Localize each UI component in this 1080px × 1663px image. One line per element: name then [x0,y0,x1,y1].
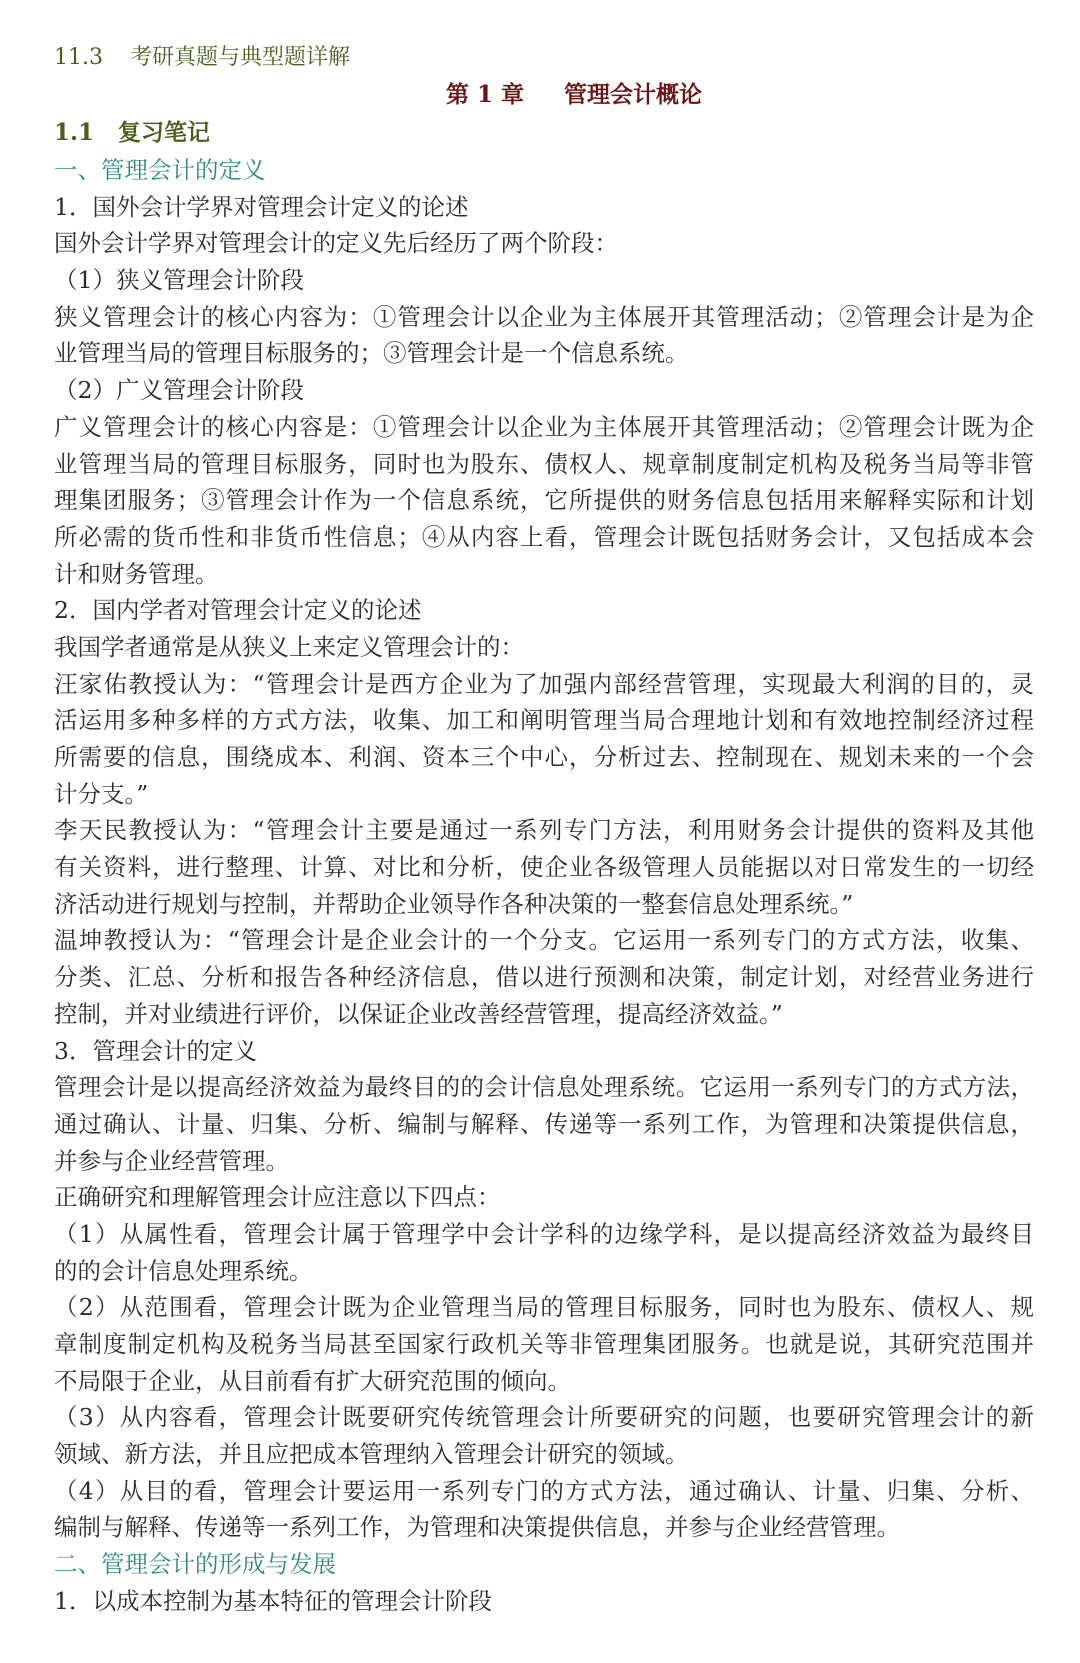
text-line: 狭义管理会计的核心内容为：①管理会计以企业为主体展开其管理活动；②管理会计是为企 [54,302,1034,331]
text-line: 活运用多种多样的方式方法，收集、加工和阐明管理当局合理地计划和有效地控制经济过程 [54,706,1034,735]
section-number: 1.1 [54,119,95,146]
sub-heading: 一、管理会计的定义 [54,156,266,184]
chapter-number: 第 1 章 [445,81,525,108]
body-text [54,152,1034,1620]
text-line: 编制与解释、传递等一系列工作，为管理和决策提供信息，并参与企业经营管理。 [54,1513,900,1542]
chapter-title [54,76,1034,114]
text-line: 业管理当局的管理目标服务，同时也为股东、债权人、规章制度制定机构及税务当局等非管 [54,449,1034,478]
text-line: （2）从范围看，管理会计既为企业管理当局的管理目标服务，同时也为股东、债权人、规 [54,1293,1034,1322]
text-line: 1．以成本控制为基本特征的管理会计阶段 [54,1586,492,1615]
text-line: 国外会计学界对管理会计的定义先后经历了两个阶段： [54,229,618,258]
text-line: 并参与企业经营管理。 [54,1146,289,1175]
text-line: 3．管理会计的定义 [54,1036,257,1065]
text-line: 分类、汇总、分析和报告各种经济信息，借以进行预测和决策，制定计划，对经营业务进行 [54,963,1034,992]
text-line: 所需要的信息，围绕成本、利润、资本三个中心，分析过去、控制现在、规划未来的一个会 [54,743,1034,771]
text-line: 控制，并对业绩进行评价，以保证企业改善经营管理，提高经济效益。” [54,999,783,1028]
text-line: （4）从目的看，管理会计要运用一系列专门的方式方法，通过确认、计量、归集、分析、 [54,1476,1034,1505]
document-page [54,40,1034,1620]
text-line: 李天民教授认为：“管理会计主要是通过一系列专门方法，利用财务会计提供的资料及其他 [54,816,1034,845]
top-heading-number: 11.3 [54,45,103,70]
text-line: 我国学者通常是从狭义上来定义管理会计的： [54,632,524,661]
text-line: 理集团服务；③管理会计作为一个信息系统，它所提供的财务信息包括用来解释实际和计划 [54,486,1034,515]
text-line: 正确研究和理解管理会计应注意以下四点： [54,1183,501,1212]
text-line: 温坤教授认为：“管理会计是企业会计的一个分支。它运用一系列专门的方式方法，收集、 [54,926,1034,955]
text-line: 管理会计是以提高经济效益为最终目的的会计信息处理系统。它运用一系列专门的方式方法， [54,1073,1034,1102]
text-line: 业管理当局的管理目标服务的；③管理会计是一个信息系统。 [54,339,689,368]
section-heading [54,114,1034,152]
sub-heading: 二、管理会计的形成与发展 [54,1550,336,1579]
top-heading-text: 考研真题与典型题详解 [130,45,351,70]
top-heading [54,40,1034,76]
text-line: 计分支。” [54,779,149,808]
text-line: 章制度制定机构及税务当局甚至国家行政机关等非管理集团服务。也就是说，其研究范围并 [54,1330,1034,1358]
text-line: （1）从属性看，管理会计属于管理学中会计学科的边缘学科，是以提高经济效益为最终目 [54,1219,1034,1248]
text-line: 广义管理会计的核心内容是：①管理会计以企业为主体展开其管理活动；②管理会计既为企 [54,412,1034,441]
text-line: 汪家佑教授认为：“管理会计是西方企业为了加强内部经营管理，实现最大利润的目的，灵 [54,669,1034,698]
text-line: 所必需的货币性和非货币性信息；④从内容上看，管理会计既包括财务会计，又包括成本会 [54,522,1034,551]
text-line: 2．国内学者对管理会计定义的论述 [54,596,422,625]
text-line: （3）从内容看，管理会计既要研究传统管理会计所要研究的问题，也要研究管理会计的新 [54,1403,1034,1432]
text-line: （2）广义管理会计阶段 [54,376,304,405]
text-line: 的的会计信息处理系统。 [54,1256,313,1285]
text-line: 有关资料，进行整理、计算、对比和分析，使企业各级管理人员能据以对日常发生的一切经 [54,853,1034,882]
text-line: 1．国外会计学界对管理会计定义的论述 [54,192,469,221]
text-line: 济活动进行规划与控制，并帮助企业领导作各种决策的一整套信息处理系统。” [54,889,854,918]
chapter-name: 管理会计概论 [564,81,703,108]
section-title: 复习笔记 [118,119,210,146]
text-line: 通过确认、计量、归集、分析、编制与解释、传递等一系列工作，为管理和决策提供信息， [54,1109,1034,1138]
text-line: 计和财务管理。 [54,559,219,588]
text-line: （1）狭义管理会计阶段 [54,266,304,295]
text-line: 领域、新方法，并且应把成本管理纳入管理会计研究的领域。 [54,1440,689,1469]
text-line: 不局限于企业，从目前看有扩大研究范围的倾向。 [54,1366,571,1395]
